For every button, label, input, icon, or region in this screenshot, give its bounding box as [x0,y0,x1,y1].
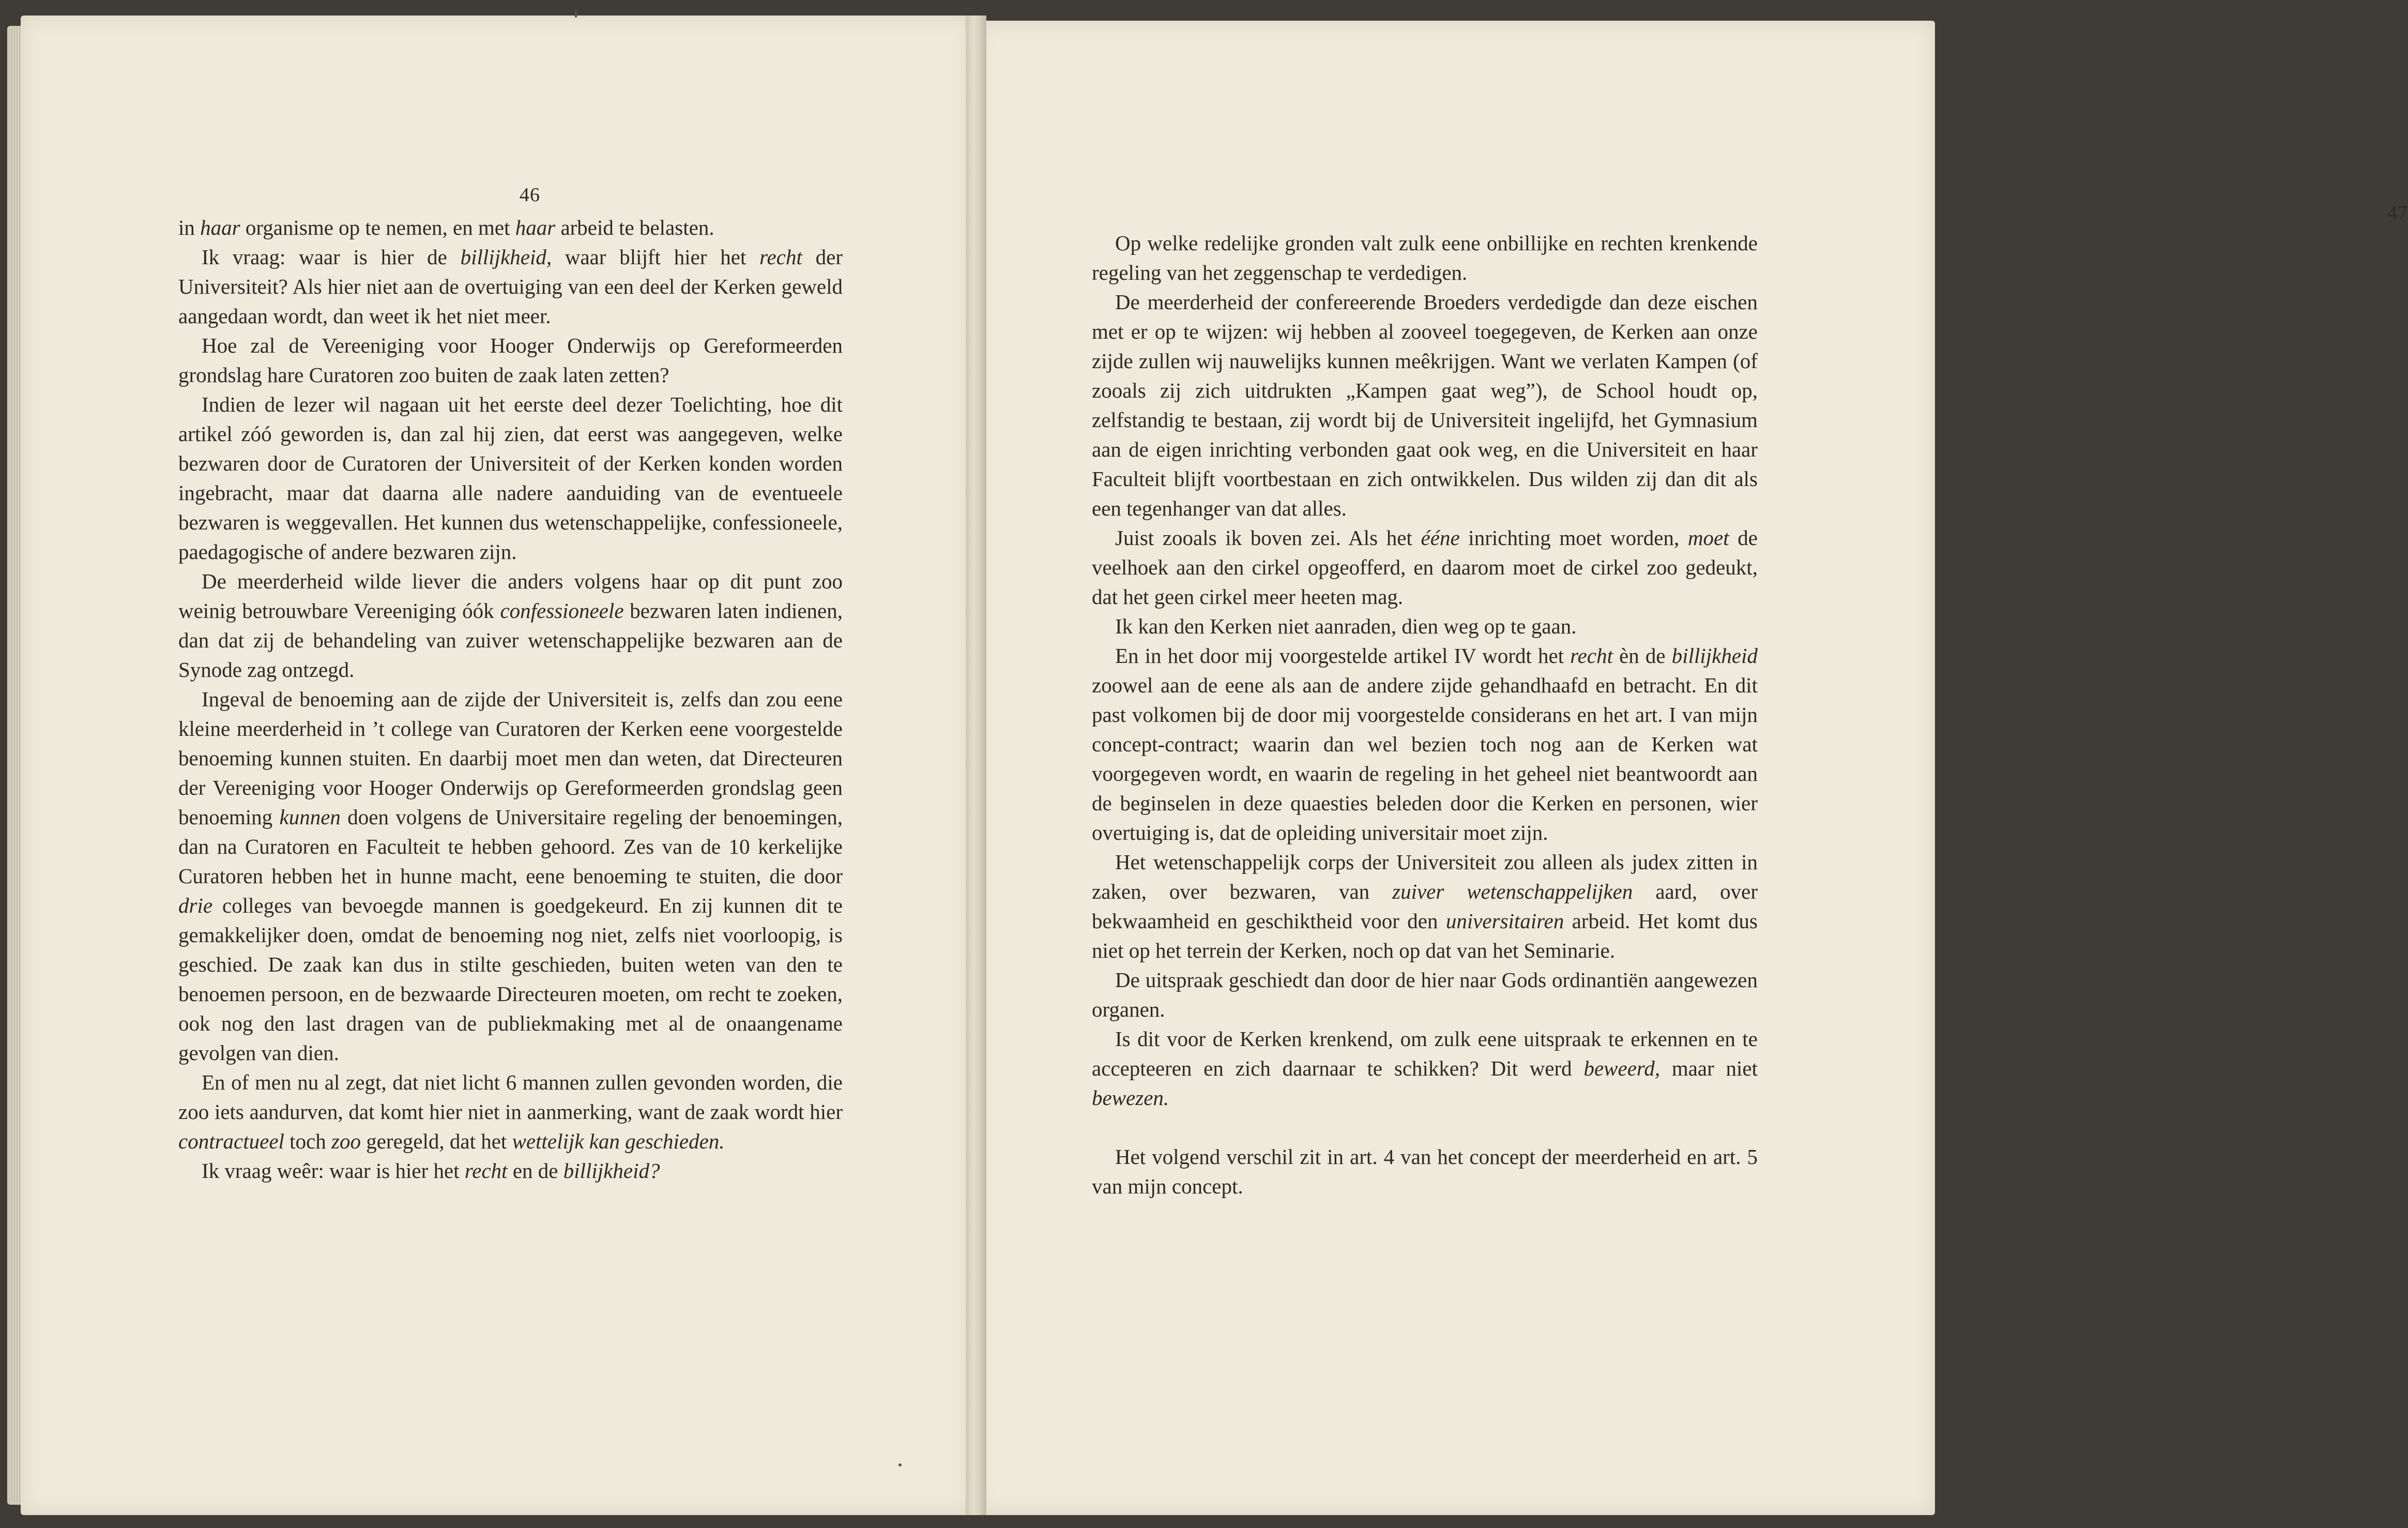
page-number-left: 46 [520,184,540,206]
body-text: zoowel aan de eene als aan de andere zijde gehandhaafd en betracht. En dit past volkomen bij de door mij voorgestelde considerans en het art. I van mijn concept-contract; waarin dan wel bezien toch nog aan de Kerken wat voorgegeven wordt, en waarin de regeling in het geheel niet beantwoordt aan de beginselen in deze quaesties beleden door die Kerken en personen, wier overtuiging is, dat de opleiding universitair moet zijn. [1092,673,1758,844]
body-text: De uitspraak geschiedt dan door de hier naar Gods ordinantiën aangewezen organen. [1092,968,1758,1021]
body-text: in [178,216,201,239]
body-text: De meerderheid der confereerende Broeders verdedigde dan deze eischen met er op te wijzen: wij hebben al zooveel toegegeven, de Kerken aan onze zijde zullen wij nauwelijks kunnen meêkrijgen. Want we verlaten Kampen (of zooals zij zich uitdrukten „Kampen gaat weg”), de School houdt op, zelfstandig te bestaan, zij wordt bij de Universiteit ingelijfd, het Gymnasium aan de eigen inrichting verbonden gaat ook weg, en die Universiteit en haar Faculteit blijft voortbestaan en zich ontwikkelen. Dus wilden zij dan dit als een tegenhanger van dat alles. [1092,290,1758,520]
italic-text: haar [200,216,240,239]
body-text: arbeid. Het komt dus niet op het terrein der Kerken, noch op dat van het Seminarie. [1092,909,1758,962]
paper-speck [898,1463,902,1466]
paper-speck [575,10,577,18]
body-text: en de [507,1159,563,1183]
paragraph [1092,848,1758,965]
italic-text: zoo [331,1129,361,1153]
body-text: Het volgend verschil zit in art. 4 van het concept der meerderheid en art. 5 van mijn concept. [1092,1145,1758,1198]
paragraph [1092,1142,1758,1201]
paragraph [178,567,843,685]
paragraph [178,243,843,331]
italic-text: ééne [1421,526,1460,550]
paragraph [178,685,843,1068]
italic-text: moet [1687,526,1729,550]
italic-text: kunnen [279,805,341,829]
body-text: Het wetenschappelijk corps der Universiteit zou alleen als judex zitten in zaken, over bezwaren, van [1092,850,1758,903]
body-text: waar blijft hier het [552,245,760,269]
body-text: En in het door mij voorgestelde artikel IV wordt het [1115,644,1571,668]
body-text: toch [284,1129,332,1153]
italic-text: drie [178,894,213,917]
body-text: geregeld, dat het [360,1129,512,1153]
paragraph [1092,523,1758,612]
paragraph [1092,641,1758,848]
book-gutter [966,16,986,1515]
italic-text: confessioneele [500,599,624,623]
italic-text: billijkheid [1671,644,1758,668]
body-text: der Universiteit? Als hier niet aan de overtuiging van een deel der Kerken geweld aangedaan wordt, dan weet ik het niet meer. [178,245,843,328]
paragraph [1092,965,1758,1024]
italic-text: bewezen. [1092,1086,1169,1110]
body-text: Ik kan den Kerken niet aanraden, dien weg op te gaan. [1115,614,1577,638]
paragraph [178,390,843,567]
body-text: colleges van bevoegde mannen is goedgekeurd. En zij kunnen dit te gemakkelijker doen, omdat de benoeming nog niet, zelfs niet voorloopig, is geschied. De zaak kan dus in stilte geschieden, buiten weten van den te benoemen persoon, en de bezwaarde Directeuren moeten, om recht te zoeken, ook nog den last dragen van de publiekmaking met al de onaangename gevolgen van dien. [178,894,843,1065]
body-text: Op welke redelijke gronden valt zulk eene onbillijke en rechten krenkende regeling van het zeggenschap te verdedigen. [1092,231,1758,284]
italic-text: recht [1570,644,1613,668]
body-text: de veelhoek aan den cirkel opgeofferd, en daarom moet de cirkel zoo gedeukt, dat het geen cirkel meer heeten mag. [1092,526,1758,609]
italic-text: zuiver wetenschappelijken [1392,880,1633,903]
body-text: De meerderheid wilde liever die anders volgens haar op dit punt zoo weinig betrouwbare Vereeniging óók [178,569,843,623]
body-text: doen volgens de Universitaire regeling der benoemingen, dan na Curatoren en Faculteit te hebben gehoord. Zes van de 10 kerkelijke Curatoren hebben het in hunne macht, eene benoeming te stuiten, die door [178,805,843,888]
body-text: Juist zooals ik boven zei. Als het [1115,526,1421,550]
right-page-text [1092,229,1758,1201]
italic-text: recht [464,1159,508,1183]
body-text: organisme op te nemen, en met [240,216,515,239]
paragraph [178,1156,843,1186]
paragraph [1092,1024,1758,1113]
page-number-right: 47 [2387,202,2408,224]
body-text: En of men nu al zegt, dat niet licht 6 mannen zullen gevonden worden, die zoo iets aandurven, dat komt hier niet in aanmerking, want de zaak wordt hier [178,1070,843,1124]
italic-text: haar [515,216,556,239]
body-text: Is dit voor de Kerken krenkend, om zulk eene uitspraak te erkennen en te accepteeren en zich daarnaar te schikken? Dit werd [1092,1027,1758,1080]
italic-text: beweerd, [1583,1056,1660,1080]
body-text: Ik vraag: waar is hier de [202,245,461,269]
body-text: Hoe zal de Vereeniging voor Hooger Onderwijs op Gereformeerden grondslag hare Curatoren zoo buiten de zaak laten zetten? [178,334,843,387]
italic-text: wettelijk kan geschieden. [512,1129,725,1153]
paragraph [1092,612,1758,641]
body-text: maar niet [1660,1056,1758,1080]
paragraph [178,1068,843,1156]
italic-text: contractueel [178,1129,284,1153]
italic-text: billijkheid, [460,245,552,269]
body-text: Ingeval de benoeming aan de zijde der Universiteit is, zelfs dan zou eene kleine meerderheid in ’t college van Curatoren der Kerken eene voorgestelde benoeming kunnen stuiten. En daarbij moet men dan weten, dat Directeuren der Vereeniging voor Hooger Onderwijs op Gereformeerden grondslag geen benoeming [178,687,843,829]
italic-text: recht [759,245,802,269]
body-text: bezwaren laten indienen, dan dat zij de behandeling van zuiver wetenschappelijke bezwaren aan de Synode zag ontzegd. [178,599,843,682]
body-text: inrichting moet worden, [1459,526,1688,550]
paragraph [178,213,843,243]
body-text: aard, over bekwaamheid en geschiktheid voor den [1092,880,1758,933]
italic-text: billijkheid? [563,1159,660,1183]
paragraph [1092,288,1758,523]
body-text: arbeid te belasten. [555,216,714,239]
paragraph [1092,229,1758,288]
body-text: èn de [1612,644,1672,668]
paragraph [178,331,843,390]
body-text: Ik vraag weêr: waar is hier het [202,1159,465,1183]
italic-text: universitairen [1445,909,1564,933]
left-page-text [178,213,843,1186]
body-text: Indien de lezer wil nagaan uit het eerste deel dezer Toelichting, hoe dit artikel zóó geworden is, dan zal hij zien, dat eerst was aangegeven, welke bezwaren door de Curatoren der Universiteit of der Kerken konden worden ingebracht, maar dat daarna alle nadere aanduiding van de eventueele bezwaren is weggevallen. Het kunnen dus wetenschappelijke, confessioneele, paedagogische of andere bezwaren zijn. [178,392,843,564]
